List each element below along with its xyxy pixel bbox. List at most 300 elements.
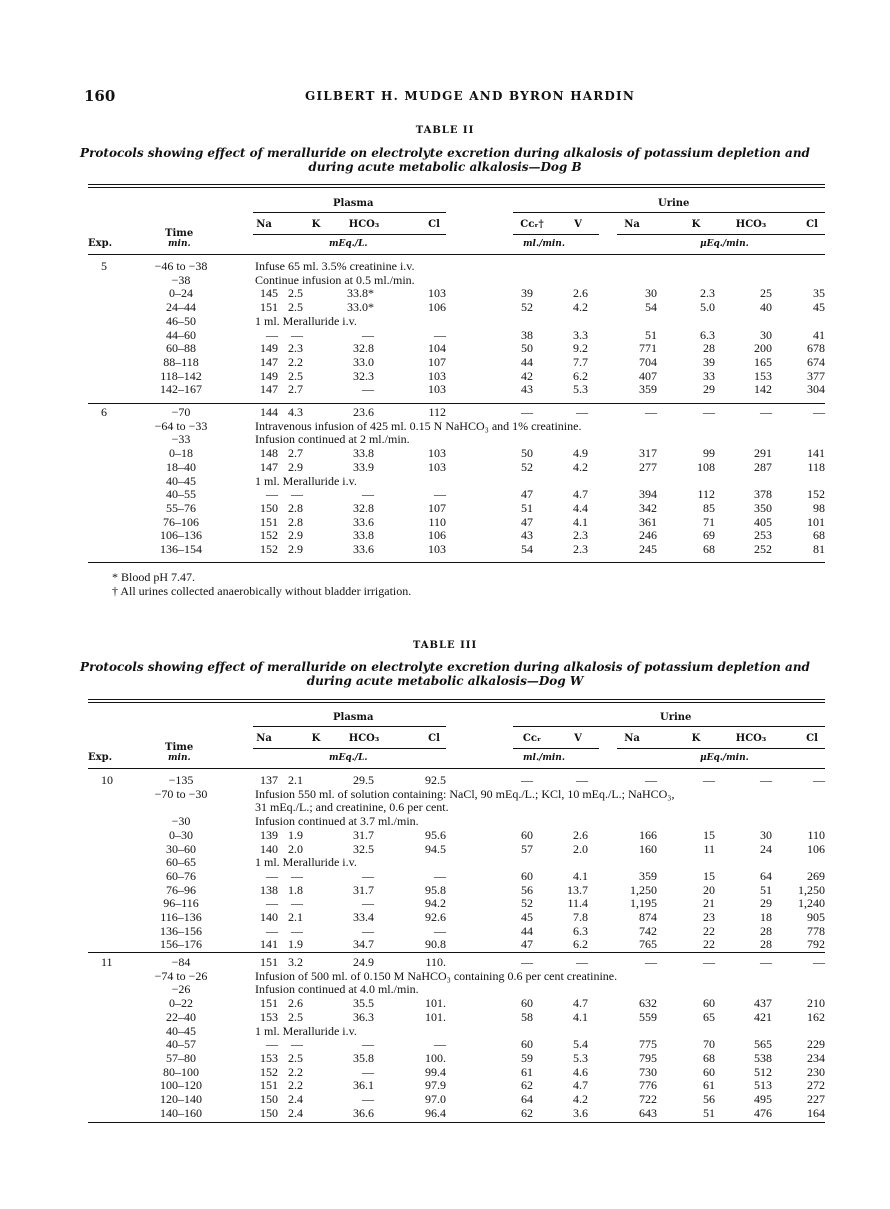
table-2-footnote-2: † All urines collected anaerobically without bladder irrigation. <box>112 584 412 598</box>
data-cell: 778 <box>807 923 825 938</box>
time-cell: 88–118 <box>163 354 199 369</box>
column-header: Cᴄᵣ† <box>520 219 544 230</box>
data-cell: 36.6 <box>353 1105 374 1120</box>
data-cell: 3.3 <box>573 327 588 342</box>
data-cell: 377 <box>807 368 825 383</box>
table-3-caption-line-2: during acute metabolic alkalosis—Dog W <box>306 674 584 688</box>
table-2-plasma-group: Plasma <box>333 198 374 209</box>
data-cell: — <box>521 955 533 969</box>
table-3-block-divider <box>88 952 825 953</box>
data-cell: 149 <box>260 368 278 383</box>
data-cell: 2.6 <box>573 286 588 301</box>
data-cell: 6.2 <box>573 937 588 952</box>
time-cell: 140–160 <box>160 1105 202 1120</box>
data-cell: 151 <box>260 514 278 529</box>
time-cell: 142–167 <box>160 382 202 397</box>
data-cell: 60 <box>703 1064 715 1079</box>
time-cell: 0–22 <box>169 996 193 1011</box>
data-cell: 56 <box>703 1092 715 1106</box>
data-cell: 28 <box>760 937 772 952</box>
data-cell: 643 <box>639 1105 657 1120</box>
data-cell: 765 <box>639 937 657 952</box>
column-header: Cl <box>806 219 818 230</box>
data-cell: 1,250 <box>630 882 657 897</box>
data-cell: 28 <box>760 923 772 938</box>
column-header: HCO₃ <box>348 733 380 744</box>
data-cell: 92.6 <box>425 910 446 924</box>
data-cell: 2.2 <box>288 1078 303 1093</box>
data-cell: 4.7 <box>573 996 588 1011</box>
table-3-urine-unit: μEq./min. <box>700 753 749 763</box>
time-cell: 136–156 <box>160 923 202 938</box>
data-cell: 2.7 <box>288 382 303 397</box>
data-cell: — <box>760 405 772 419</box>
data-cell: 1,240 <box>798 896 825 911</box>
data-cell: 5.3 <box>573 382 588 397</box>
table-2-time-header: Time <box>165 228 194 239</box>
data-cell: 4.2 <box>573 300 588 315</box>
data-cell: 60 <box>703 996 715 1011</box>
data-cell: 771 <box>639 341 657 356</box>
page-number: 160 <box>84 87 116 105</box>
data-cell: 148 <box>260 446 278 461</box>
data-cell: 52 <box>521 300 533 315</box>
data-cell: 3.2 <box>288 955 303 969</box>
column-header: Cᴄᵣ <box>522 733 542 744</box>
data-cell: 15 <box>703 827 715 842</box>
column-header: HCO₃ <box>735 219 767 230</box>
column-header: Cl <box>428 733 440 744</box>
data-cell: 32.8 <box>353 500 374 515</box>
data-cell: 269 <box>807 868 825 883</box>
data-cell: 42 <box>521 368 533 383</box>
column-header: Cl <box>806 733 818 744</box>
column-header: Na <box>256 219 272 230</box>
data-cell: 2.6 <box>288 996 303 1011</box>
data-cell: 94.5 <box>425 841 446 856</box>
time-cell: 0–24 <box>169 286 193 301</box>
data-cell: 2.5 <box>288 368 303 383</box>
data-cell: — <box>521 773 533 787</box>
data-cell: — <box>266 327 278 342</box>
data-cell: — <box>266 1037 278 1052</box>
data-cell: 151 <box>260 1078 278 1093</box>
data-cell: 359 <box>639 868 657 883</box>
time-cell: −46 to −38 <box>154 259 208 273</box>
data-cell: 140 <box>260 841 278 856</box>
data-cell: 2.3 <box>700 286 715 301</box>
table-2-urine-group: Urine <box>658 198 690 209</box>
data-cell: 742 <box>639 923 657 938</box>
data-cell: 3.6 <box>573 1105 588 1120</box>
data-cell: — <box>362 1037 374 1052</box>
data-cell: 2.5 <box>288 286 303 301</box>
time-cell: 60–65 <box>166 855 196 870</box>
data-cell: 1.9 <box>288 827 303 842</box>
data-cell: 31.7 <box>353 827 374 842</box>
table-2-urine-unit-rule <box>617 234 825 235</box>
table-3-plasma-group: Plasma <box>333 712 374 723</box>
table-3-top-rule <box>88 699 825 700</box>
data-cell: 22 <box>703 937 715 952</box>
data-cell: 103 <box>428 368 446 383</box>
data-cell: 151 <box>260 996 278 1011</box>
data-cell: 51 <box>760 882 772 897</box>
data-cell: 139 <box>260 827 278 842</box>
data-cell: 166 <box>639 827 657 842</box>
table-2-cv-unit: ml./min. <box>523 239 565 249</box>
data-cell: 60 <box>521 996 533 1011</box>
data-cell: 35 <box>813 286 825 301</box>
data-cell: 31.7 <box>353 882 374 897</box>
column-header: HCO₃ <box>348 219 380 230</box>
table-3-cv-unit-rule <box>513 748 599 749</box>
data-cell: — <box>434 868 446 883</box>
time-cell: −135 <box>168 773 194 787</box>
data-cell: 47 <box>521 514 533 529</box>
data-cell: 160 <box>639 841 657 856</box>
data-cell: 107 <box>428 354 446 369</box>
data-cell: 730 <box>639 1064 657 1079</box>
data-cell: 52 <box>521 459 533 474</box>
data-cell: 25 <box>760 286 772 301</box>
data-cell: 44 <box>521 923 533 938</box>
data-cell: 99 <box>703 446 715 461</box>
data-cell: 96.4 <box>425 1105 446 1120</box>
data-cell: 51 <box>521 500 533 515</box>
data-cell: 253 <box>754 528 772 543</box>
data-cell: 704 <box>639 354 657 369</box>
data-cell: 394 <box>639 487 657 502</box>
table-2-cv-unit-rule <box>513 234 599 235</box>
data-cell: 2.4 <box>288 1092 303 1106</box>
data-cell: 559 <box>639 1009 657 1024</box>
data-cell: 150 <box>260 1092 278 1106</box>
data-cell: — <box>291 487 303 502</box>
data-cell: 30 <box>760 827 772 842</box>
data-cell: 2.5 <box>288 1050 303 1065</box>
data-cell: 229 <box>807 1037 825 1052</box>
data-cell: 95.8 <box>425 882 446 897</box>
time-cell: −70 to −30 <box>154 786 208 801</box>
data-cell: 103 <box>428 286 446 301</box>
data-cell: 421 <box>754 1009 772 1024</box>
data-cell: 145 <box>260 286 278 301</box>
data-cell: 165 <box>754 354 772 369</box>
data-cell: — <box>703 773 715 787</box>
time-cell: 60–76 <box>166 868 196 883</box>
data-cell: 152 <box>260 1064 278 1079</box>
data-cell: 7.7 <box>573 354 588 369</box>
column-header: HCO₃ <box>735 733 767 744</box>
data-cell: 152 <box>807 487 825 502</box>
data-cell: 234 <box>807 1050 825 1065</box>
data-cell: 60 <box>521 1037 533 1052</box>
data-cell: 20 <box>703 882 715 897</box>
data-cell: 565 <box>754 1037 772 1052</box>
data-cell: 85 <box>703 500 715 515</box>
data-cell: 50 <box>521 446 533 461</box>
data-cell: 54 <box>645 300 657 315</box>
data-cell: 2.3 <box>573 542 588 556</box>
data-cell: 64 <box>760 868 772 883</box>
column-header: Na <box>624 733 640 744</box>
data-cell: 110 <box>428 514 446 529</box>
table-2-exp-header: Exp. <box>88 238 113 249</box>
data-cell: 405 <box>754 514 772 529</box>
table-2-plasma-unit: mEq./L. <box>329 239 368 249</box>
data-cell: 33.9 <box>353 459 374 474</box>
data-cell: 513 <box>754 1078 772 1093</box>
time-cell: 76–106 <box>163 514 199 529</box>
time-cell: 118–142 <box>160 368 202 383</box>
data-cell: 350 <box>754 500 772 515</box>
data-cell: 29 <box>760 896 772 911</box>
protocol-note: 1 ml. Meralluride i.v. <box>255 313 357 328</box>
data-cell: 29.5 <box>353 773 374 787</box>
data-cell: 152 <box>260 542 278 556</box>
data-cell: 22 <box>703 923 715 938</box>
data-cell: 2.0 <box>573 841 588 856</box>
data-cell: 277 <box>639 459 657 474</box>
time-cell: 156–176 <box>160 937 202 952</box>
data-cell: 33.0* <box>347 300 374 315</box>
data-cell: — <box>576 405 588 419</box>
data-cell: 45 <box>521 910 533 924</box>
table-3-caption-line-1: Protocols showing effect of meralluride on electrolyte excretion during alkalosis of potassium depletion and <box>80 660 810 674</box>
data-cell: 52 <box>521 896 533 911</box>
data-cell: 287 <box>754 459 772 474</box>
data-cell: — <box>362 382 374 397</box>
data-cell: 2.6 <box>573 827 588 842</box>
data-cell: — <box>521 405 533 419</box>
data-cell: 4.6 <box>573 1064 588 1079</box>
data-cell: — <box>291 327 303 342</box>
protocol-note: 31 mEq./L.; and creatinine, 0.6 per cent. <box>255 800 449 815</box>
data-cell: — <box>362 1092 374 1106</box>
data-cell: 43 <box>521 528 533 543</box>
table-2-urine-unit: μEq./min. <box>700 239 749 249</box>
time-cell: −38 <box>171 272 191 287</box>
data-cell: — <box>645 955 657 969</box>
data-cell: 2.0 <box>288 841 303 856</box>
column-header: K <box>691 733 701 744</box>
column-header: Na <box>624 219 640 230</box>
column-header: Cl <box>428 219 440 230</box>
data-cell: — <box>266 923 278 938</box>
exp-number: 10 <box>101 773 113 787</box>
data-cell: 62 <box>521 1105 533 1120</box>
data-cell: 147 <box>260 354 278 369</box>
data-cell: 252 <box>754 542 772 556</box>
data-cell: 32.8 <box>353 341 374 356</box>
table-2-top-rule-2 <box>88 187 825 188</box>
data-cell: 60 <box>521 827 533 842</box>
data-cell: 2.7 <box>288 446 303 461</box>
time-cell: 80–100 <box>163 1064 199 1079</box>
data-cell: 98 <box>813 500 825 515</box>
data-cell: — <box>362 327 374 342</box>
time-cell: 136–154 <box>160 542 202 556</box>
data-cell: 138 <box>260 882 278 897</box>
data-cell: 2.5 <box>288 300 303 315</box>
data-cell: 304 <box>807 382 825 397</box>
data-cell: 101 <box>807 514 825 529</box>
data-cell: 45 <box>813 300 825 315</box>
table-2-caption-line-1: Protocols showing effect of meralluride on electrolyte excretion during alkalosis of potassium depletion and <box>80 146 810 160</box>
data-cell: 874 <box>639 910 657 924</box>
data-cell: 106 <box>807 841 825 856</box>
data-cell: 149 <box>260 341 278 356</box>
data-cell: 61 <box>703 1078 715 1093</box>
data-cell: 137 <box>260 773 278 787</box>
exp-number: 11 <box>101 955 113 969</box>
time-cell: 106–136 <box>160 528 202 543</box>
data-cell: 64 <box>521 1092 533 1106</box>
time-cell: 57–80 <box>166 1050 196 1065</box>
data-cell: 101. <box>425 996 446 1011</box>
data-cell: 30 <box>760 327 772 342</box>
data-cell: — <box>362 868 374 883</box>
table-3-label: TABLE III <box>412 640 478 651</box>
protocol-note: Infusion continued at 3.7 ml./min. <box>255 814 419 829</box>
data-cell: 92.5 <box>425 773 446 787</box>
data-cell: 43 <box>521 382 533 397</box>
table-3-header-rule <box>88 768 825 769</box>
protocol-note: Intravenous infusion of 425 ml. 0.15 N NaHCO₃ and 1% creatinine. <box>255 418 582 433</box>
data-cell: 33.0 <box>353 354 374 369</box>
data-cell: 104 <box>428 341 446 356</box>
protocol-note: Infusion continued at 2 ml./min. <box>255 432 410 447</box>
data-cell: — <box>813 955 825 969</box>
time-cell: −84 <box>171 955 191 969</box>
time-cell: 96–116 <box>163 896 199 911</box>
time-cell: 40–57 <box>166 1037 196 1052</box>
data-cell: 60 <box>521 868 533 883</box>
data-cell: 775 <box>639 1037 657 1052</box>
data-cell: 678 <box>807 341 825 356</box>
data-cell: 62 <box>521 1078 533 1093</box>
data-cell: 97.0 <box>425 1092 446 1106</box>
data-cell: 21 <box>703 896 715 911</box>
time-cell: −70 <box>171 405 191 419</box>
data-cell: — <box>362 923 374 938</box>
data-cell: 359 <box>639 382 657 397</box>
data-cell: 164 <box>807 1105 825 1120</box>
data-cell: 29 <box>703 382 715 397</box>
data-cell: 140 <box>260 910 278 924</box>
data-cell: 90.8 <box>425 937 446 952</box>
data-cell: 632 <box>639 996 657 1011</box>
data-cell: 24.9 <box>353 955 374 969</box>
time-cell: 116–136 <box>160 910 202 924</box>
data-cell: 4.2 <box>573 1092 588 1106</box>
data-cell: 792 <box>807 937 825 952</box>
data-cell: 538 <box>754 1050 772 1065</box>
data-cell: 58 <box>521 1009 533 1024</box>
table-3-top-rule-2 <box>88 702 825 703</box>
protocol-note: Infuse 65 ml. 3.5% creatinine i.v. <box>255 259 415 273</box>
data-cell: — <box>291 896 303 911</box>
data-cell: 39 <box>521 286 533 301</box>
data-cell: 51 <box>645 327 657 342</box>
data-cell: 47 <box>521 937 533 952</box>
data-cell: 51 <box>703 1105 715 1120</box>
time-cell: −64 to −33 <box>154 418 208 433</box>
data-cell: 4.4 <box>573 500 588 515</box>
data-cell: 99.4 <box>425 1064 446 1079</box>
time-cell: 55–76 <box>166 500 196 515</box>
data-cell: 141 <box>260 937 278 952</box>
column-header: V <box>574 219 582 230</box>
data-cell: 795 <box>639 1050 657 1065</box>
data-cell: 141 <box>807 446 825 461</box>
data-cell: 32.5 <box>353 841 374 856</box>
data-cell: 5.4 <box>573 1037 588 1052</box>
data-cell: — <box>362 1064 374 1079</box>
data-cell: 2.5 <box>288 1009 303 1024</box>
data-cell: 56 <box>521 882 533 897</box>
data-cell: 153 <box>754 368 772 383</box>
data-cell: 2.2 <box>288 1064 303 1079</box>
data-cell: 69 <box>703 528 715 543</box>
data-cell: 2.4 <box>288 1105 303 1120</box>
table-2-top-rule <box>88 184 825 185</box>
protocol-note: Continue infusion at 0.5 ml./min. <box>255 272 415 287</box>
data-cell: 40 <box>760 300 772 315</box>
data-cell: — <box>291 923 303 938</box>
data-cell: 7.8 <box>573 910 588 924</box>
time-cell: 120–140 <box>160 1092 202 1106</box>
data-cell: 361 <box>639 514 657 529</box>
data-cell: 71 <box>703 514 715 529</box>
time-cell: 40–45 <box>166 1023 196 1038</box>
data-cell: 291 <box>754 446 772 461</box>
data-cell: 227 <box>807 1092 825 1106</box>
time-cell: 44–60 <box>166 327 196 342</box>
table-2-caption-line-2: during acute metabolic alkalosis—Dog B <box>308 160 582 174</box>
column-header: K <box>311 219 321 230</box>
column-header: Na <box>256 733 272 744</box>
data-cell: 59 <box>521 1050 533 1065</box>
data-cell: — <box>362 896 374 911</box>
table-2-time-unit: min. <box>168 239 191 249</box>
table-3-urine-group: Urine <box>660 712 692 723</box>
data-cell: 1.9 <box>288 937 303 952</box>
table-3-plasma-rule <box>253 726 446 727</box>
data-cell: — <box>813 405 825 419</box>
data-cell: 54 <box>521 542 533 556</box>
data-cell: 28 <box>703 341 715 356</box>
time-cell: −74 to −26 <box>154 968 208 983</box>
data-cell: — <box>645 773 657 787</box>
data-cell: 2.3 <box>573 528 588 543</box>
data-cell: 150 <box>260 1105 278 1120</box>
data-cell: 32.3 <box>353 368 374 383</box>
data-cell: 153 <box>260 1009 278 1024</box>
data-cell: — <box>576 773 588 787</box>
data-cell: 6.3 <box>573 923 588 938</box>
table-2-urine-rule <box>513 212 825 213</box>
data-cell: 18 <box>760 910 772 924</box>
data-cell: 2.1 <box>288 773 303 787</box>
protocol-note: Infusion continued at 4.0 ml./min. <box>255 982 419 997</box>
data-cell: 512 <box>754 1064 772 1079</box>
data-cell: 1,250 <box>798 882 825 897</box>
data-cell: 776 <box>639 1078 657 1093</box>
data-cell: 33.6 <box>353 542 374 556</box>
data-cell: 39 <box>703 354 715 369</box>
